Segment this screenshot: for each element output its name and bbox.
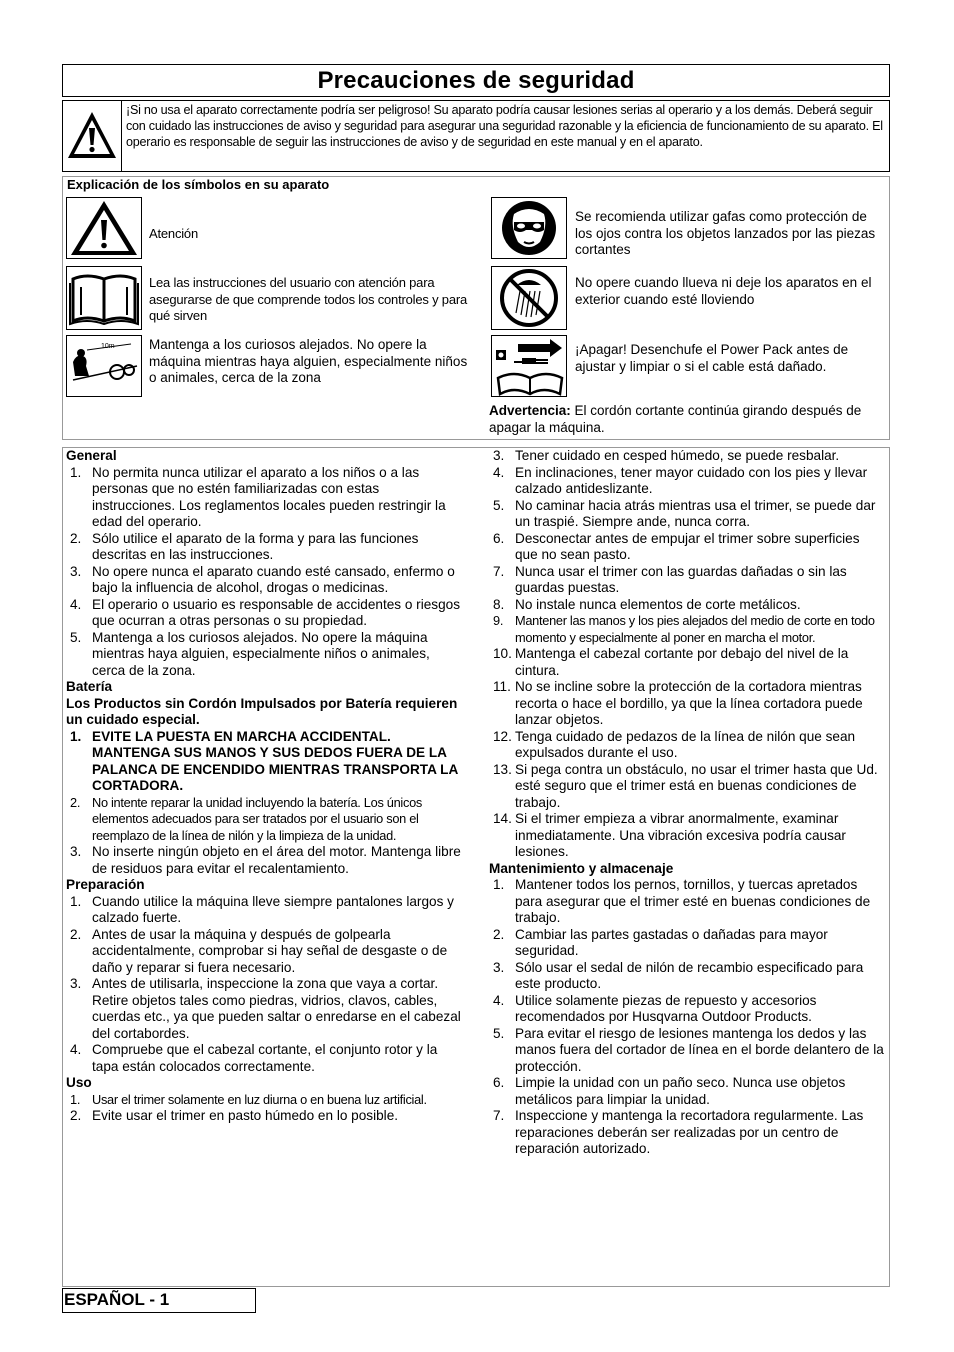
list-item	[489, 1075, 885, 1108]
mantenimiento-heading: Mantenimiento y almacenaje	[489, 860, 674, 876]
uso-heading: Uso	[66, 1075, 92, 1090]
item-number: 5.	[493, 1025, 505, 1041]
keep-bystanders-away-icon	[67, 336, 141, 396]
item-text: El operario o usuario es responsable de accidentes o riesgos que ocurran a otras personas o su propiedad.	[92, 596, 461, 628]
advertencia-label: Advertencia:	[489, 403, 571, 418]
item-number: 9.	[493, 613, 504, 628]
list-item	[489, 729, 885, 762]
item-number: 1.	[70, 893, 82, 909]
no-rain-icon	[492, 267, 566, 329]
item-number: 4.	[493, 464, 505, 480]
bateria-heading: Batería	[66, 679, 113, 694]
item-text: EVITE LA PUESTA EN MARCHA ACCIDENTAL. MANTENGA SUS MANOS Y SUS DEDOS FUERA DE LA PALANCA DE ENCENDIDO MIENTRAS TRANSPORTA LA CORTADORA.	[92, 728, 458, 793]
item-text: Tenga cuidado de pedazos de la línea de nilón que sean expulsados durante el uso.	[515, 728, 856, 760]
list-item	[66, 844, 464, 877]
left-column	[66, 448, 464, 1125]
item-text: Mantener todos los pernos, tornillos, y tuercas apretados para asegurar que el trimer esté en buenas condiciones de trabajo.	[515, 877, 871, 925]
item-number: 6.	[493, 530, 505, 546]
item-number: 12.	[493, 728, 512, 744]
list-item	[66, 729, 464, 795]
item-text: Usar el trimer solamente en luz diurna o en buena luz artificial.	[92, 1091, 427, 1107]
item-number: 3.	[70, 844, 82, 859]
list-item	[489, 498, 885, 531]
list-item	[489, 465, 885, 498]
item-text: Tener cuidado en cesped húmedo, se puede resbalar.	[515, 448, 840, 463]
item-text: Utilice solamente piezas de repuesto y accesorios recomendados por Husqvarna Outdoor Products.	[515, 992, 817, 1024]
list-item	[66, 1042, 464, 1075]
general-heading: General	[66, 448, 117, 463]
list-item	[489, 564, 885, 597]
attention-label: Atención	[149, 226, 198, 241]
item-text: Inspeccione y mantenga la recortadora regularmente. Las reparaciones deberán ser realizadas por un centro de reparación autorizado.	[515, 1108, 864, 1156]
uso-continued-list	[489, 448, 885, 861]
item-number: 8.	[493, 596, 505, 612]
list-item	[489, 679, 885, 729]
list-item	[66, 630, 464, 680]
item-number: 2.	[70, 1108, 82, 1123]
mantenimiento-list	[489, 877, 885, 1158]
item-text: Nunca usar el trimer con las guardas dañadas o sin las guardas puestas.	[515, 563, 847, 595]
goggles-symbol	[491, 197, 567, 259]
item-number: 1.	[70, 728, 82, 744]
item-text: En inclinaciones, tener mayor cuidado con los pies y llevar calzado antideslizante.	[515, 464, 868, 496]
list-item	[66, 894, 464, 927]
advertencia-note	[489, 403, 885, 436]
item-text: Limpie la unidad con un paño seco. Nunca use objetos metálicos para limpiar la unidad.	[515, 1075, 846, 1107]
list-item	[489, 531, 885, 564]
item-text: Compruebe que el cabezal cortante, el conjunto rotor y la tapa están colocados correctamente.	[92, 1042, 438, 1074]
item-text: Si pega contra un obstáculo, no usar el trimer hasta que Ud. esté seguro que el trimer está en buenas condiciones de trabajo.	[515, 761, 878, 810]
item-number: 3.	[70, 563, 82, 579]
list-item	[66, 465, 464, 531]
item-number: 3.	[493, 448, 505, 463]
list-item	[66, 795, 464, 845]
item-text: No intente reparar la unidad incluyendo la batería. Los únicos elementos adecuados para ser tratados por el usuario son el reemplazo de la línea de nilón y la limpieza de la unidad.	[92, 794, 422, 843]
list-item	[489, 1108, 885, 1158]
item-number: 4.	[70, 596, 82, 612]
distance-label: 10m	[101, 343, 115, 350]
warning-triangle-icon	[67, 198, 141, 258]
item-text: No caminar hacia atrás mientras usa el trimer, se puede dar un traspié. Siempre ande, nunca corra.	[515, 497, 876, 529]
item-number: 3.	[70, 976, 82, 991]
list-item	[489, 448, 885, 465]
unplug-symbol	[491, 335, 567, 397]
item-number: 7.	[493, 1108, 505, 1123]
unplug-icon	[492, 336, 566, 396]
item-number: 2.	[70, 794, 81, 810]
read-manual-text: Lea las instrucciones del usuario con atención para asegurarse de que comprende todos los controles y para qué sirven	[149, 275, 468, 323]
unplug-text: ¡Apagar! Desenchufe el Power Pack antes de ajustar y limpiar o si el cable está dañado.	[575, 342, 849, 374]
item-number: 4.	[493, 992, 505, 1008]
list-item	[489, 993, 885, 1026]
bateria-list	[66, 729, 464, 878]
item-text: Cambiar las partes gastadas o dañadas para mayor seguridad.	[515, 926, 828, 958]
item-text: Sólo utilice el aparato de la forma y para las funciones descritas en las instrucciones.	[92, 530, 419, 562]
list-item	[489, 762, 885, 812]
symbols-section	[62, 176, 890, 440]
page-title: Precauciones de seguridad	[317, 66, 635, 94]
list-item	[489, 1026, 885, 1076]
list-item	[489, 877, 885, 927]
open-book-icon	[67, 267, 141, 329]
bystanders-text: Mantenga a los curiosos alejados. No opere la máquina mientras haya alguien, especialmente niños o animales, cerca de la zona	[149, 337, 468, 385]
item-number: 3.	[493, 959, 505, 975]
right-column	[489, 448, 885, 1158]
item-text: Mantenga el cabezal cortante por debajo del nivel de la cintura.	[515, 646, 849, 678]
warning-text: ¡Si no usa el aparato correctamente podría ser peligroso! Su aparato podría causar lesiones serias al operario y a los demás. Deberá seguir con cuidado las instrucciones de aviso y seguridad para asegurar una seguridad razonable y la eficiencia de funcionamiento de su aparato. El operario es responsable de seguir las instrucciones de aviso y de seguridad en este manual y en el aparato.	[126, 103, 883, 149]
attention-symbol	[66, 197, 142, 259]
item-number: 13.	[493, 761, 512, 777]
item-text: No permita nunca utilizar el aparato a los niños o a las personas que no estén familiarizadas con estas instrucciones. Los reglamentos locales pueden restringir la edad del operario.	[92, 464, 446, 529]
item-number: 1.	[70, 464, 82, 480]
item-text: Antes de usar la máquina y después de golpearla accidentalmente, comprobar si hay señal de desgaste o de daño y reparar si fuera necesario.	[92, 926, 448, 975]
item-text: Antes de utilisarla, inspeccione la zona que vaya a cortar. Retire objetos tales como piedras, vidrios, clavos, cables, cuerdas etc., ya que pueden saltar o enredarse en el cabezal del cortabordes.	[92, 976, 461, 1041]
list-item	[489, 811, 885, 861]
item-number: 5.	[493, 497, 505, 513]
list-item	[66, 597, 464, 630]
rain-text: No opere cuando llueva ni deje los aparatos en el exterior cuando esté lloviendo	[575, 275, 872, 307]
page-number: ESPAÑOL - 1	[64, 1290, 170, 1309]
list-item	[489, 597, 885, 614]
item-text: Evite usar el trimer en pasto húmedo en lo posible.	[92, 1108, 399, 1123]
instructions-section	[62, 447, 890, 1287]
item-text: Para evitar el riesgo de lesiones mantenga los dedos y las manos fuera del cortador de línea en el borde delantero de la protección.	[515, 1025, 884, 1074]
item-text: Desconectar antes de empujar el trimer sobre superficies que no sean pasto.	[515, 530, 860, 562]
prep-list	[66, 894, 464, 1076]
symbols-heading: Explicación de los símbolos en su aparato	[67, 177, 330, 192]
uso-list	[66, 1092, 464, 1125]
list-item	[489, 646, 885, 679]
item-text: Si el trimer empieza a vibrar anormalmente, examinar inmediatamente. Una vibración excesiva podría causar lesiones.	[515, 811, 846, 859]
list-item	[66, 1092, 464, 1109]
item-number: 4.	[70, 1042, 82, 1057]
item-number: 2.	[70, 926, 82, 942]
bateria-subheading: Los Productos sin Cordón Impulsados por Batería requieren un cuidado especial.	[66, 695, 458, 727]
list-item	[489, 927, 885, 960]
item-text: Cuando utilice la máquina lleve siempre pantalones largos y calzado fuerte.	[92, 893, 454, 925]
list-item	[66, 976, 464, 1042]
item-text: No opere nunca el aparato cuando esté cansado, enfermo o bajo la influencia de alcohol, drogas o medicinas.	[92, 563, 455, 595]
item-number: 7.	[493, 563, 505, 579]
goggles-text: Se recomienda utilizar gafas como protección de los ojos contra los objetos lanzados por las piezas cortantes	[575, 209, 876, 257]
general-list	[66, 465, 464, 680]
item-text: Mantener las manos y los pies alejados del medio de corte en todo momento y especialmente al poner en marcha el motor.	[515, 613, 875, 645]
item-number: 1.	[70, 1091, 81, 1107]
title-box	[62, 64, 890, 97]
list-item	[489, 960, 885, 993]
item-number: 14.	[493, 811, 512, 826]
safety-goggles-icon	[492, 198, 566, 258]
list-item	[66, 531, 464, 564]
item-text: No instale nunca elementos de corte metálicos.	[515, 596, 801, 612]
item-number: 5.	[70, 629, 82, 645]
item-number: 11.	[493, 679, 511, 694]
warning-box	[62, 100, 890, 172]
bystanders-symbol	[66, 335, 142, 397]
item-number: 2.	[493, 926, 505, 942]
item-text: Sólo usar el sedal de nilón de recambio especificado para este producto.	[515, 959, 864, 991]
item-number: 2.	[70, 530, 82, 546]
footer-box	[62, 1288, 256, 1313]
read-manual-symbol	[66, 266, 142, 330]
item-text: Mantenga a los curiosos alejados. No opere la máquina mientras haya alguien, especialmente niños o animales, cerca de la zona.	[92, 629, 430, 678]
list-item	[66, 564, 464, 597]
list-item	[66, 1108, 464, 1125]
warning-triangle-icon	[66, 110, 118, 162]
prep-heading: Preparación	[66, 877, 145, 892]
list-item	[489, 613, 885, 646]
item-number: 10.	[493, 646, 512, 661]
item-number: 6.	[493, 1075, 505, 1090]
advertencia-text: El cordón cortante continúa girando después de apagar la máquina.	[489, 403, 862, 435]
rain-symbol	[491, 266, 567, 330]
item-text: No se incline sobre la protección de la cortadora mientras recorta o hace el bordillo, ya que la línea cortadora puede lanzar objetos.	[515, 679, 863, 727]
item-text: No inserte ningún objeto en el área del motor. Mantenga libre de residuos para evitar el recalentamiento.	[92, 844, 461, 876]
warning-icon-cell	[63, 101, 122, 171]
item-number: 1.	[493, 877, 505, 892]
list-item	[66, 927, 464, 977]
